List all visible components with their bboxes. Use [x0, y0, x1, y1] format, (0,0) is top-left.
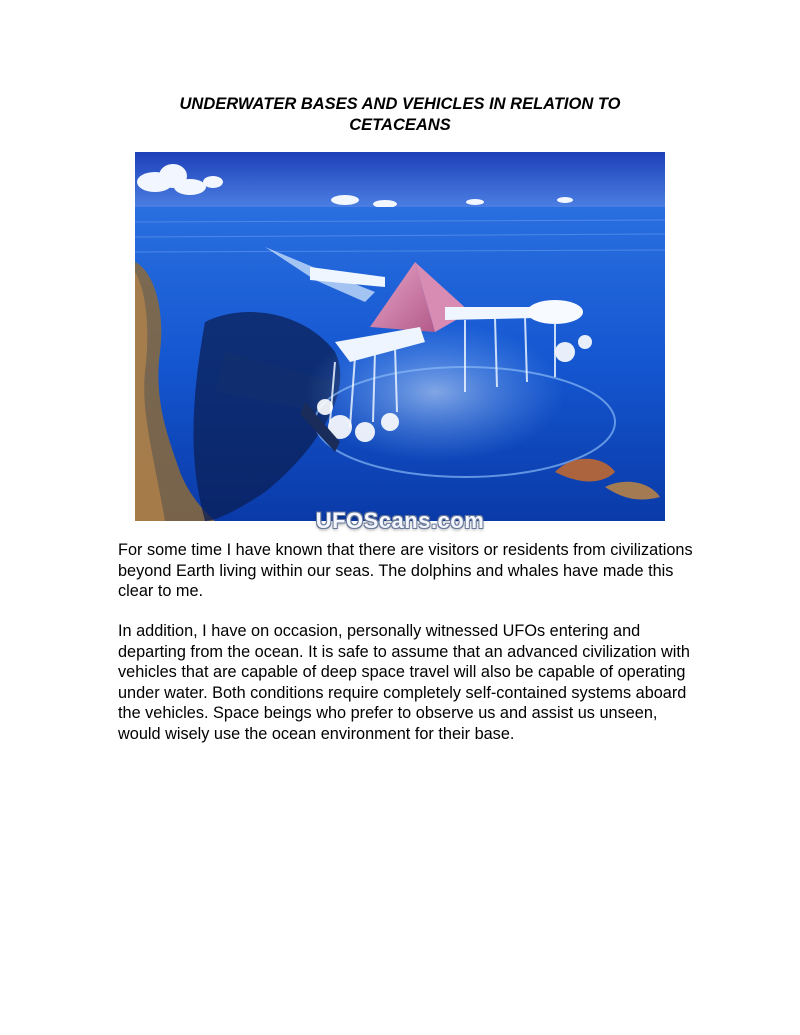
title-line-2: CETACEANS	[349, 116, 451, 134]
title-line-1: UNDERWATER BASES AND VEHICLES IN RELATION TO	[179, 95, 621, 113]
paragraph-2: In addition, I have on occasion, personally witnessed UFOs entering and departing from the ocean. It is safe to assume that an advanced civilization with vehicles that are capable of deep space travel will also be capable of operating under water. Both conditions require completely self-contained systems aboard the vehicles. Space beings who prefer to observe us and assist us unseen, would wisely use the ocean environment for their base.	[118, 622, 690, 743]
paragraph-1: For some time I have known that there are visitors or residents from civilizations beyond Earth living within our seas. The dolphins and whales have made this clear to me.	[118, 541, 693, 601]
underwater-base-illustration	[135, 152, 665, 521]
watermark: UFOScans.com	[315, 508, 485, 533]
document-title	[100, 94, 700, 136]
